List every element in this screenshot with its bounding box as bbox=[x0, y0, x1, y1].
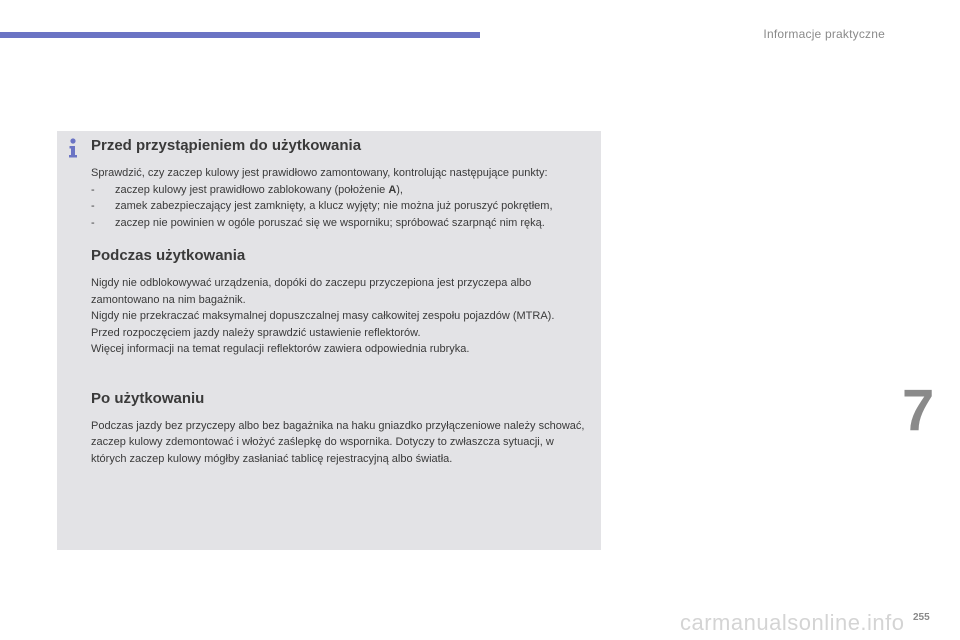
section-after-use bbox=[91, 390, 591, 468]
section-title: Po użytkowaniu bbox=[91, 389, 205, 407]
position-label: A bbox=[388, 183, 397, 196]
section-label: Informacje praktyczne bbox=[763, 27, 885, 41]
paragraph: Więcej informacji na temat regulacji reflektorów zawiera odpowiednia rubryka. bbox=[91, 343, 470, 355]
chapter-number: 7 bbox=[902, 378, 935, 443]
paragraph: Nigdy nie przekraczać maksymalnej dopuszczalnej masy całkowitej zespołu pojazdów (MTRA). bbox=[91, 310, 555, 322]
checklist bbox=[91, 182, 591, 232]
list-item bbox=[91, 182, 591, 199]
info-icon bbox=[66, 138, 80, 158]
paragraph: Przed rozpoczęciem jazdy należy sprawdzić ustawienie reflektorów. bbox=[91, 326, 421, 339]
section-title: Przed przystąpieniem do użytkowania bbox=[91, 137, 362, 154]
paragraph: Podczas jazdy bez przyczepy albo bez bagażnika na haku gniazdko przyłączeniowe należy schować, zaczep kulowy zdemontować i włożyć zaślepkę do wspornika. Dotyczy to zwłaszcza sytuacji, w których zaczep kulowy mógłby zasłaniać tablicę rejestracyjną albo światła. bbox=[91, 419, 585, 465]
footer-watermark: carmanualsonline.info bbox=[680, 610, 905, 635]
list-item-text: zaczep kulowy jest prawidłowo zablokowany (położenie bbox=[115, 183, 389, 196]
list-item-suffix: ), bbox=[396, 183, 403, 196]
content bbox=[91, 137, 591, 467]
paragraph: Nigdy nie odblokowywać urządzenia, dopóki do zaczepu przyczepiona jest przyczepa albo zamontowano na nim bagażnik. bbox=[91, 277, 532, 306]
section-title: Podczas użytkowania bbox=[91, 247, 246, 264]
list-item: - zamek zabezpieczający jest zamknięty, a klucz wyjęty; nie można już poruszyć pokrętłem, bbox=[91, 198, 591, 215]
section-during-use bbox=[91, 247, 591, 358]
section-intro: Sprawdzić, czy zaczep kulowy jest prawidłowo zamontowany, kontrolując następujące punkty: bbox=[91, 167, 548, 179]
header-accent-bar bbox=[0, 32, 480, 38]
section-before-use bbox=[91, 137, 591, 231]
list-item: - zaczep nie powinien w ogóle poruszać się we wsporniku; spróbować szarpnąć nim ręką. bbox=[91, 215, 591, 232]
page-number: 255 bbox=[913, 612, 930, 623]
